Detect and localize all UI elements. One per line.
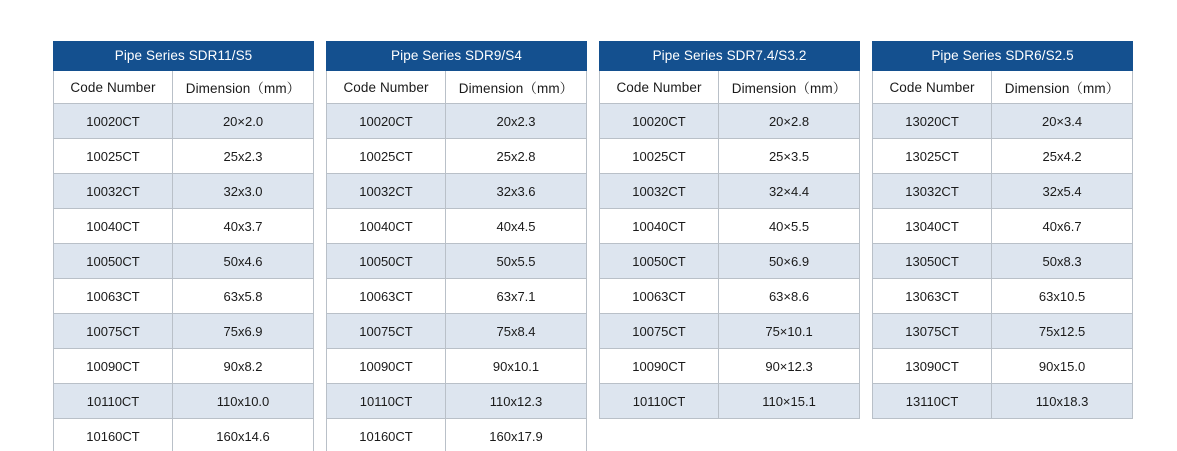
table-row <box>54 279 314 314</box>
table-header-row <box>54 71 314 104</box>
cell-code-number: 10025CT <box>600 139 719 174</box>
table-title: Pipe Series SDR11/S5 <box>54 42 314 71</box>
table-title-row <box>54 42 314 71</box>
cell-code-number: 13075CT <box>873 314 992 349</box>
cell-dimension: 63x10.5 <box>992 279 1133 314</box>
table-row <box>600 384 860 419</box>
table-row <box>600 209 860 244</box>
column-header-dimension: Dimension（mm） <box>719 71 860 104</box>
table-row <box>54 104 314 139</box>
cell-code-number: 10040CT <box>600 209 719 244</box>
table-row <box>54 349 314 384</box>
cell-code-number: 10090CT <box>600 349 719 384</box>
cell-dimension: 32×4.4 <box>719 174 860 209</box>
table-row <box>600 314 860 349</box>
cell-dimension: 75×10.1 <box>719 314 860 349</box>
cell-code-number: 10110CT <box>327 384 446 419</box>
cell-code-number: 13025CT <box>873 139 992 174</box>
table-row <box>327 419 587 451</box>
column-header-dimension: Dimension（mm） <box>992 71 1133 104</box>
table-row <box>600 174 860 209</box>
table-row <box>327 139 587 174</box>
cell-dimension: 75x8.4 <box>446 314 587 349</box>
cell-code-number: 10050CT <box>600 244 719 279</box>
cell-dimension: 25x2.3 <box>173 139 314 174</box>
cell-dimension: 110x12.3 <box>446 384 587 419</box>
pipe-series-table-1 <box>53 41 314 451</box>
pipe-series-tables-container <box>53 41 1133 451</box>
cell-dimension: 40x4.5 <box>446 209 587 244</box>
cell-code-number: 13110CT <box>873 384 992 419</box>
cell-code-number: 10032CT <box>600 174 719 209</box>
cell-code-number: 10110CT <box>600 384 719 419</box>
column-header-code-number: Code Number <box>873 71 992 104</box>
cell-dimension: 63x5.8 <box>173 279 314 314</box>
cell-code-number: 10075CT <box>54 314 173 349</box>
table-title: Pipe Series SDR7.4/S3.2 <box>600 42 860 71</box>
table-row <box>54 209 314 244</box>
cell-code-number: 10040CT <box>54 209 173 244</box>
cell-dimension: 20x2.3 <box>446 104 587 139</box>
cell-dimension: 63×8.6 <box>719 279 860 314</box>
cell-dimension: 20×3.4 <box>992 104 1133 139</box>
cell-dimension: 32x3.0 <box>173 174 314 209</box>
table-row <box>327 384 587 419</box>
table-title-row <box>600 42 860 71</box>
cell-dimension: 75x6.9 <box>173 314 314 349</box>
cell-code-number: 10160CT <box>54 419 173 451</box>
cell-dimension: 25×3.5 <box>719 139 860 174</box>
cell-code-number: 13020CT <box>873 104 992 139</box>
cell-dimension: 40×5.5 <box>719 209 860 244</box>
cell-code-number: 10025CT <box>327 139 446 174</box>
cell-code-number: 10160CT <box>327 419 446 451</box>
table-title-row <box>327 42 587 71</box>
cell-dimension: 32x3.6 <box>446 174 587 209</box>
cell-dimension: 63x7.1 <box>446 279 587 314</box>
cell-dimension: 20×2.0 <box>173 104 314 139</box>
table-row <box>873 384 1133 419</box>
table-row <box>54 244 314 279</box>
cell-dimension: 25x4.2 <box>992 139 1133 174</box>
cell-code-number: 10063CT <box>54 279 173 314</box>
table-row <box>600 349 860 384</box>
cell-code-number: 10032CT <box>327 174 446 209</box>
pipe-series-table-4 <box>872 41 1133 419</box>
table-row <box>327 314 587 349</box>
cell-code-number: 10020CT <box>54 104 173 139</box>
cell-dimension: 40x6.7 <box>992 209 1133 244</box>
cell-dimension: 160x17.9 <box>446 419 587 451</box>
column-header-dimension: Dimension（mm） <box>173 71 314 104</box>
cell-code-number: 10050CT <box>327 244 446 279</box>
table-row <box>873 314 1133 349</box>
cell-code-number: 10020CT <box>327 104 446 139</box>
cell-code-number: 10090CT <box>327 349 446 384</box>
table-title: Pipe Series SDR6/S2.5 <box>873 42 1133 71</box>
cell-dimension: 110×15.1 <box>719 384 860 419</box>
table-row <box>327 174 587 209</box>
cell-code-number: 10025CT <box>54 139 173 174</box>
cell-dimension: 90×12.3 <box>719 349 860 384</box>
table-row <box>873 349 1133 384</box>
table-row <box>873 209 1133 244</box>
cell-dimension: 25x2.8 <box>446 139 587 174</box>
table-row <box>873 174 1133 209</box>
cell-code-number: 13063CT <box>873 279 992 314</box>
table-row <box>327 349 587 384</box>
cell-code-number: 10075CT <box>600 314 719 349</box>
cell-code-number: 10040CT <box>327 209 446 244</box>
cell-dimension: 50×6.9 <box>719 244 860 279</box>
table-body-2 <box>327 104 587 451</box>
cell-dimension: 110x18.3 <box>992 384 1133 419</box>
table-row <box>600 279 860 314</box>
table-row <box>873 104 1133 139</box>
table-row <box>600 244 860 279</box>
cell-code-number: 13032CT <box>873 174 992 209</box>
table-title: Pipe Series SDR9/S4 <box>327 42 587 71</box>
column-header-code-number: Code Number <box>600 71 719 104</box>
table-row <box>600 104 860 139</box>
cell-dimension: 50x4.6 <box>173 244 314 279</box>
table-header-row <box>600 71 860 104</box>
column-header-code-number: Code Number <box>54 71 173 104</box>
table-row <box>600 139 860 174</box>
column-header-dimension: Dimension（mm） <box>446 71 587 104</box>
cell-dimension: 90x10.1 <box>446 349 587 384</box>
table-header-row <box>327 71 587 104</box>
column-header-code-number: Code Number <box>327 71 446 104</box>
table-row <box>327 209 587 244</box>
table-header-row <box>873 71 1133 104</box>
table-body-4 <box>873 104 1133 419</box>
cell-code-number: 10020CT <box>600 104 719 139</box>
table-row <box>54 314 314 349</box>
table-row <box>54 384 314 419</box>
table-row <box>54 174 314 209</box>
table-title-row <box>873 42 1133 71</box>
cell-dimension: 90x15.0 <box>992 349 1133 384</box>
table-row <box>327 279 587 314</box>
cell-dimension: 50x5.5 <box>446 244 587 279</box>
cell-code-number: 13050CT <box>873 244 992 279</box>
table-row <box>873 279 1133 314</box>
cell-dimension: 50x8.3 <box>992 244 1133 279</box>
table-row <box>54 139 314 174</box>
cell-dimension: 75x12.5 <box>992 314 1133 349</box>
table-row <box>873 139 1133 174</box>
cell-code-number: 10032CT <box>54 174 173 209</box>
cell-code-number: 10063CT <box>327 279 446 314</box>
table-row <box>54 419 314 451</box>
table-row <box>327 244 587 279</box>
cell-dimension: 160x14.6 <box>173 419 314 451</box>
cell-code-number: 10050CT <box>54 244 173 279</box>
cell-code-number: 13090CT <box>873 349 992 384</box>
pipe-series-table-2 <box>326 41 587 451</box>
cell-code-number: 10063CT <box>600 279 719 314</box>
cell-dimension: 110x10.0 <box>173 384 314 419</box>
cell-dimension: 90x8.2 <box>173 349 314 384</box>
table-body-1 <box>54 104 314 451</box>
table-row <box>327 104 587 139</box>
cell-code-number: 10110CT <box>54 384 173 419</box>
table-body-3 <box>600 104 860 419</box>
cell-code-number: 10075CT <box>327 314 446 349</box>
cell-dimension: 32x5.4 <box>992 174 1133 209</box>
pipe-series-table-3 <box>599 41 860 419</box>
cell-dimension: 40x3.7 <box>173 209 314 244</box>
cell-code-number: 13040CT <box>873 209 992 244</box>
table-row <box>873 244 1133 279</box>
cell-dimension: 20×2.8 <box>719 104 860 139</box>
cell-code-number: 10090CT <box>54 349 173 384</box>
